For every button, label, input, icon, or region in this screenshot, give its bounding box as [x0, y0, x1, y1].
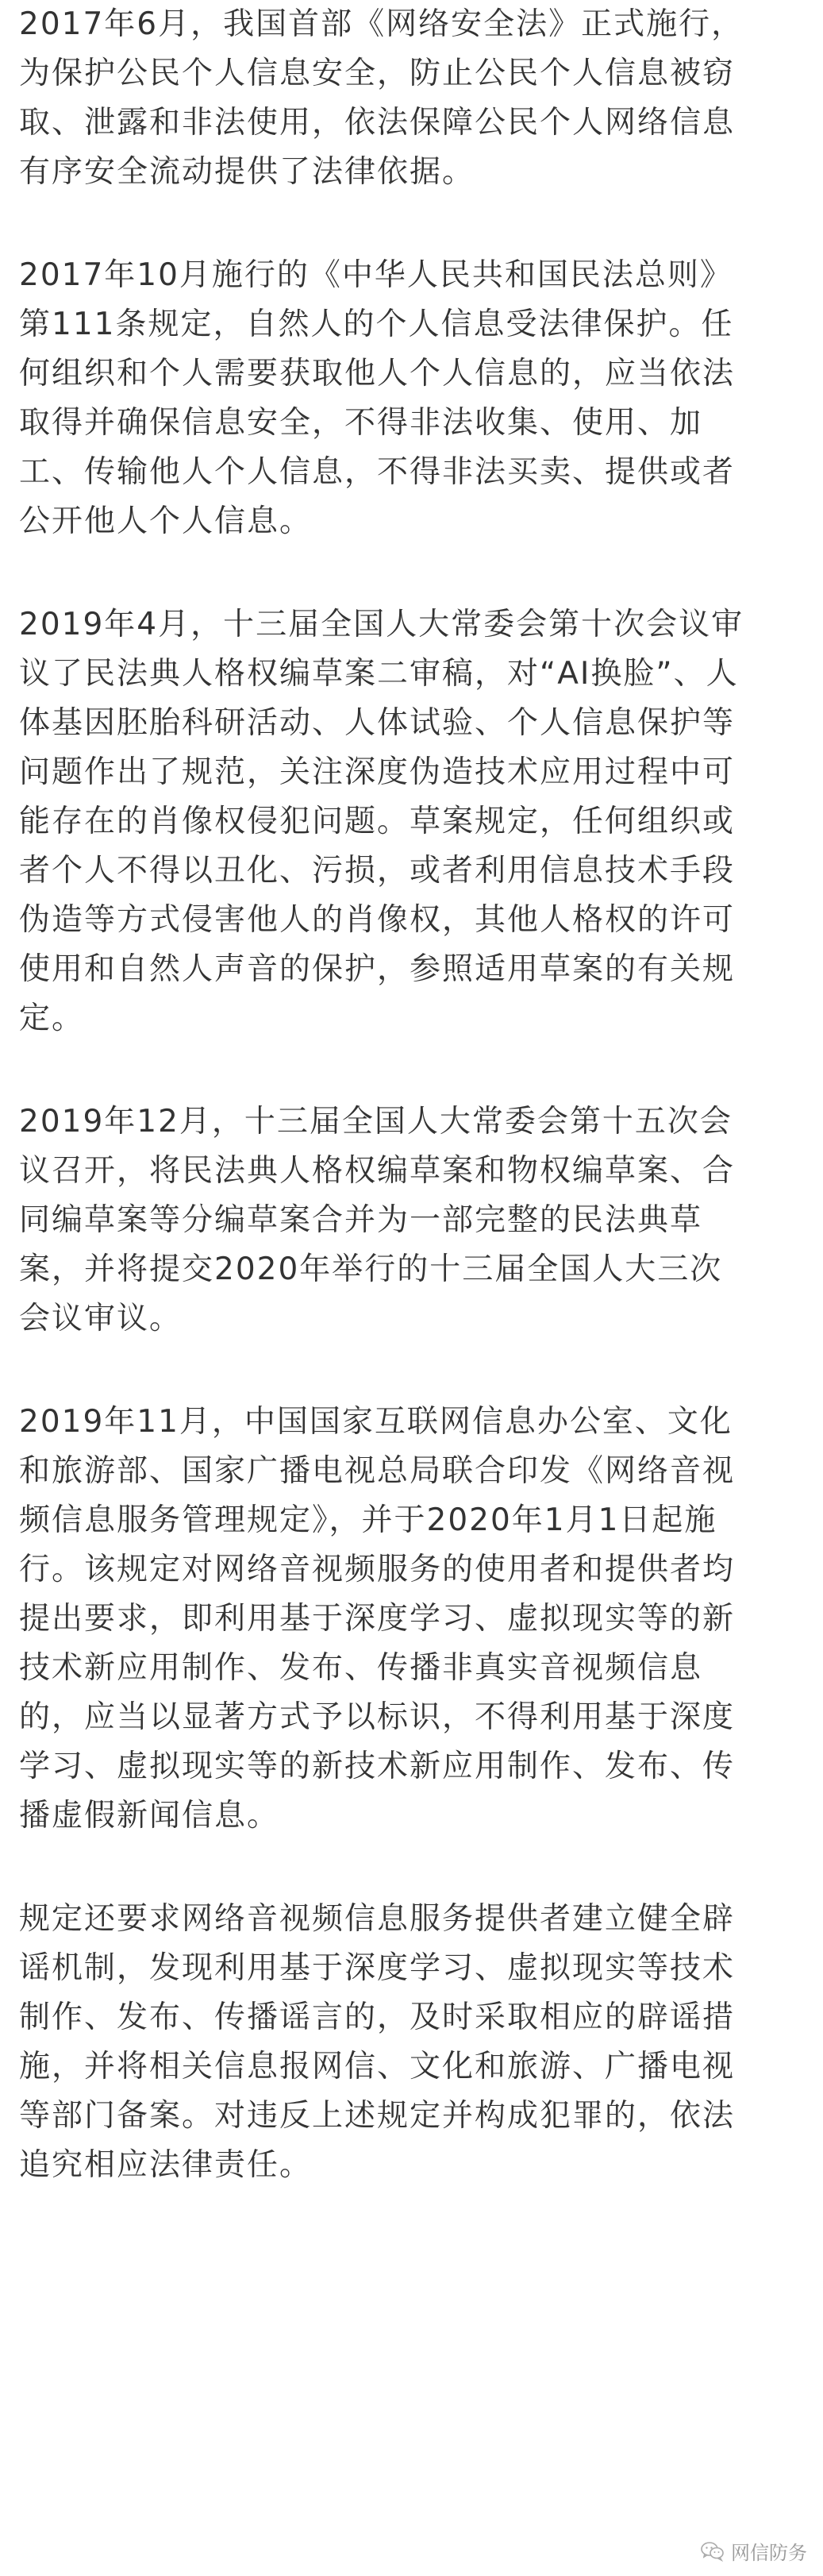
paragraph-line: 和旅游部、国家广播电视总局联合印发《网络音视: [19, 1453, 736, 1489]
paragraph-cybersecurity-law: [19, 0, 806, 197]
paragraph-line: 者个人不得以丑化、污损，或者利用信息技术手段: [19, 853, 736, 889]
paragraph-line: 何组织和个人需要获取他人个人信息的，应当依法: [19, 356, 736, 391]
paragraph-line: 2019年4月，十三届全国人大常委会第十次会议审: [19, 607, 744, 642]
paragraph-line: 谣机制，发现利用基于深度学习、虚拟现实等技术: [19, 1950, 736, 1986]
paragraph-line: 制作、发布、传播谣言的，及时采取相应的辟谣措: [19, 1999, 736, 2035]
paragraph-line: 第111条规定，自然人的个人信息受法律保护。任: [19, 307, 734, 342]
paragraph-line: 取、泄露和非法使用，依法保障公民个人网络信息: [19, 105, 736, 141]
paragraph-line: 学习、虚拟现实等的新技术新应用制作、发布、传: [19, 1749, 736, 1784]
paragraph-line: 追究相应法律责任。: [19, 2147, 313, 2183]
paragraph-line: 取得并确保信息安全，不得非法收集、使用、加: [19, 405, 703, 441]
paragraph-line: 体基因胚胎科研活动、人体试验、个人信息保护等: [19, 705, 736, 741]
paragraph-line: 有序安全流动提供了法律依据。: [19, 154, 475, 190]
paragraph-line: 定。: [19, 1001, 85, 1036]
paragraph-line: 的，应当以显著方式予以标识，不得利用基于深度: [19, 1699, 736, 1735]
paragraph-civil-law-general: [19, 251, 806, 546]
paragraph-line: 议召开，将民法典人格权编草案和物权编草案、合: [19, 1153, 736, 1189]
paragraph-line: 2019年12月，十三届全国人大常委会第十五次会: [19, 1104, 733, 1140]
paragraph-line: 为保护公民个人信息安全，防止公民个人信息被窃: [19, 56, 736, 91]
paragraph-line: 2017年6月，我国首部《网络安全法》正式施行，: [19, 6, 744, 42]
paragraph-line: 频信息服务管理规定》，并于2020年1月1日起施: [19, 1502, 717, 1538]
paragraph-personality-rights-draft: [19, 600, 806, 1043]
paragraph-line: 公开他人个人信息。: [19, 503, 313, 539]
paragraph-civil-code-draft: [19, 1097, 806, 1344]
paragraph-line: 2017年10月施行的《中华人民共和国民法总则》: [19, 257, 733, 293]
paragraph-line: 能存在的肖像权侵犯问题。草案规定，任何组织或: [19, 804, 736, 839]
watermark: [701, 2537, 807, 2565]
paragraph-line: 施，并将相关信息报网信、文化和旅游、广播电视: [19, 2049, 736, 2084]
paragraph-line: 案，并将提交2020年举行的十三届全国人大三次: [19, 1251, 723, 1287]
paragraph-line: 等部门备案。对违反上述规定并构成犯罪的，依法: [19, 2098, 736, 2134]
paragraph-line: 会议审议。: [19, 1301, 183, 1336]
paragraph-line: 工、传输他人个人信息，不得非法买卖、提供或者: [19, 454, 736, 490]
paragraph-line: 提出要求，即利用基于深度学习、虚拟现实等的新: [19, 1601, 736, 1637]
article-body: [19, 0, 806, 2244]
paragraph-audio-video-regulation: [19, 1398, 806, 1841]
wechat-icon: [701, 2541, 725, 2562]
paragraph-line: 规定还要求网络音视频信息服务提供者建立健全辟: [19, 1901, 736, 1937]
watermark-label: 网信防务: [731, 2542, 807, 2564]
paragraph-line: 行。该规定对网络音视频服务的使用者和提供者均: [19, 1552, 736, 1587]
paragraph-line: 播虚假新闻信息。: [19, 1798, 280, 1834]
paragraph-rumor-refutation: [19, 1895, 806, 2190]
paragraph-line: 2019年11月，中国国家互联网信息办公室、文化: [19, 1404, 733, 1440]
paragraph-line: 技术新应用制作、发布、传播非真实音视频信息: [19, 1650, 703, 1686]
paragraph-line: 问题作出了规范，关注深度伪造技术应用过程中可: [19, 754, 736, 790]
paragraph-line: 同编草案等分编草案合并为一部完整的民法典草: [19, 1202, 703, 1238]
paragraph-line: 议了民法典人格权编草案二审稿，对“AI换脸”、人: [19, 656, 739, 692]
paragraph-line: 使用和自然人声音的保护，参照适用草案的有关规: [19, 951, 736, 987]
paragraph-line: 伪造等方式侵害他人的肖像权，其他人格权的许可: [19, 902, 736, 938]
